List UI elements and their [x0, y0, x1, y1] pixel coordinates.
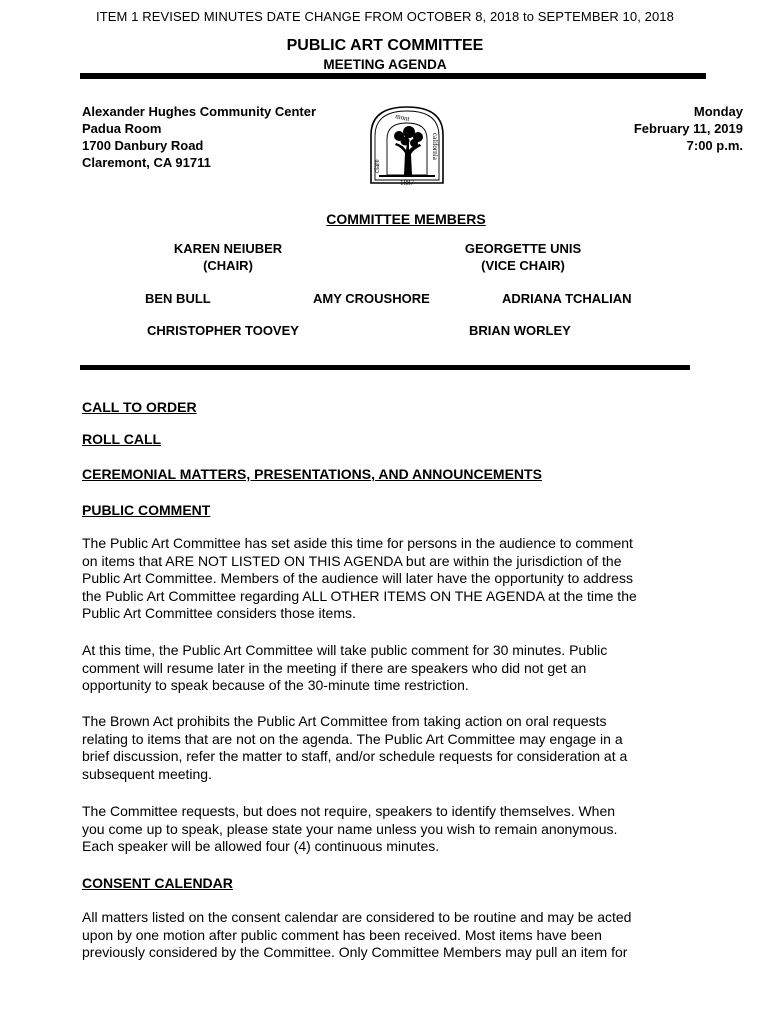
agenda-subtitle: MEETING AGENDA [323, 57, 447, 72]
seal-year: 1887 [400, 179, 414, 187]
location-line: 1700 Danbury Road [82, 138, 204, 153]
member-name: GEORGETTE UNIS [464, 241, 582, 256]
city-seal-logo [365, 103, 449, 187]
text-line: you come up to speak, please state your name unless you wish to remain anonymous. [82, 820, 618, 837]
location-line: Claremont, CA 91711 [82, 155, 211, 170]
meeting-date: February 11, 2019 [633, 121, 743, 136]
member-name: AMY CROUSHORE [313, 291, 430, 306]
text-line: Public Art Committee considers those items. [82, 605, 356, 622]
location-line: Alexander Hughes Community Center [82, 104, 317, 119]
section-ceremonial: CEREMONIAL MATTERS, PRESENTATIONS, AND ANNOUNCEMENTS [82, 466, 542, 482]
brown-act-paragraph [82, 713, 688, 783]
consent-calendar-paragraph [82, 909, 688, 962]
text-line: upon by one motion after public comment has been received. Most items have been [82, 926, 602, 943]
seal-top-text: mont [394, 112, 411, 123]
seal-left-text: clare [373, 159, 381, 173]
seal-right-text: california [431, 133, 439, 160]
text-line: the Public Art Committee regarding ALL OTHER ITEMS ON THE AGENDA at the time the [82, 587, 637, 604]
header-divider [80, 73, 706, 79]
public-comment-paragraph [82, 535, 688, 623]
speaker-rules-paragraph [82, 803, 688, 856]
text-line: subsequent meeting. [82, 765, 212, 782]
text-line: relating to items that are not on the agenda. The Public Art Committee may engage in a [82, 730, 623, 747]
member-name: KAREN NEIUBER [173, 241, 283, 256]
vice-chair-member [440, 240, 606, 274]
committee-members-heading: COMMITTEE MEMBERS [326, 211, 486, 227]
section-public-comment: PUBLIC COMMENT [82, 502, 211, 518]
meeting-datetime [634, 103, 743, 154]
section-roll-call: ROLL CALL [82, 431, 162, 447]
text-line: previously considered by the Committee. Only Committee Members may pull an item for [82, 944, 628, 961]
section-consent-calendar: CONSENT CALENDAR [82, 875, 233, 891]
meeting-day: Monday [693, 104, 743, 119]
text-line: At this time, the Public Art Committee will take public comment for 30 minutes. Public [82, 642, 608, 658]
text-line: The Brown Act prohibits the Public Art Committee from taking action on oral requests [82, 713, 607, 729]
text-line: Each speaker will be allowed four (4) continuous minutes. [82, 838, 440, 855]
text-line: opportunity to speak because of the 30-minute time restriction. [82, 677, 469, 694]
text-line: Public Art Committee. Members of the audience will later have the opportunity to address [82, 570, 633, 587]
time-limit-paragraph [82, 642, 688, 695]
text-line: The Public Art Committee has set aside this time for persons in the audience to comment [82, 535, 633, 551]
committee-title: PUBLIC ART COMMITTEE [286, 37, 484, 54]
member-role: (VICE CHAIR) [481, 258, 565, 273]
meeting-time: 7:00 p.m. [686, 138, 743, 153]
location-line: Padua Room [82, 121, 162, 136]
member-name: BRIAN WORLEY [469, 323, 571, 338]
meeting-location [82, 103, 316, 171]
members-divider [80, 365, 690, 370]
member-role: (CHAIR) [203, 258, 253, 273]
text-line: The Committee requests, but does not require, speakers to identify themselves. When [82, 803, 616, 819]
text-line: on items that ARE NOT LISTED ON THIS AGENDA but are within the jurisdiction of the [82, 552, 622, 569]
text-line: comment will resume later in the meeting if there are speakers who did not get an [82, 659, 587, 676]
member-name: BEN BULL [145, 291, 211, 306]
member-name: CHRISTOPHER TOOVEY [147, 323, 299, 338]
text-line: All matters listed on the consent calendar are considered to be routine and may be acted [82, 909, 632, 925]
text-line: brief discussion, refer the matter to staff, and/or schedule requests for consideration at a [82, 748, 628, 765]
chair-member [150, 240, 306, 274]
member-name: ADRIANA TCHALIAN [502, 291, 632, 306]
revision-note: ITEM 1 REVISED MINUTES DATE CHANGE FROM OCTOBER 8, 2018 to SEPTEMBER 10, 2018 [96, 9, 674, 24]
section-call-to-order: CALL TO ORDER [82, 399, 197, 415]
